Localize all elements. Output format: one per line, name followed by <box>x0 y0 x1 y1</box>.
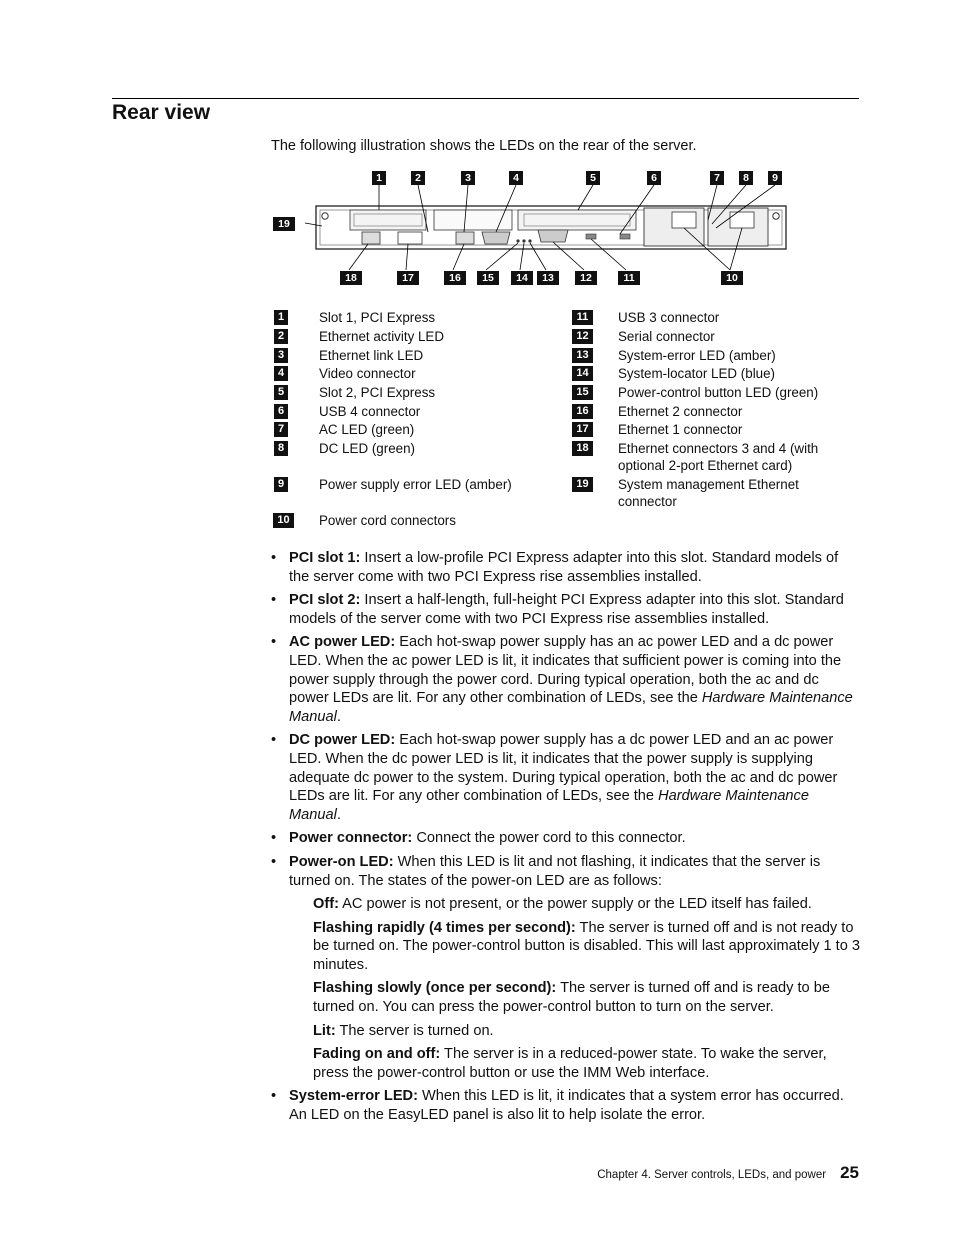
bullet-power-connector <box>270 829 862 848</box>
bullet-label: DC power LED: <box>289 732 396 749</box>
legend-text: USB 3 connector <box>618 310 720 325</box>
state-label: Flashing slowly (once per second): <box>313 980 557 997</box>
page-number: 25 <box>840 1163 859 1182</box>
state-label: Off: <box>313 896 339 913</box>
bullet-label: Power connector: <box>289 830 413 847</box>
callout-17: 17 <box>397 271 419 285</box>
legend-number: 3 <box>274 348 288 363</box>
legend-text: AC LED (green) <box>319 422 415 437</box>
legend-number: 11 <box>572 310 593 325</box>
legend-number: 13 <box>572 348 593 363</box>
bullet-pci-slot-1 <box>270 549 862 586</box>
bullet-label: System-error LED: <box>289 1088 418 1105</box>
legend-number: 19 <box>572 477 593 492</box>
section-heading: Rear view <box>112 101 211 124</box>
callout-1: 1 <box>372 171 386 185</box>
bullet-label: Power-on LED: <box>289 853 394 870</box>
heading-rule <box>112 98 859 99</box>
legend-number: 9 <box>274 477 288 492</box>
legend-number: 5 <box>274 385 288 400</box>
callout-19: 19 <box>273 217 295 231</box>
callout-14: 14 <box>511 271 533 285</box>
legend-text: System-locator LED (blue) <box>618 366 776 381</box>
bullet-label: AC power LED: <box>289 634 396 651</box>
state-label: Lit: <box>313 1022 336 1039</box>
state-text: The server is turned on. <box>335 1022 494 1039</box>
callout-16: 16 <box>444 271 466 285</box>
manual-reference: Hardware Maintenance Manual <box>289 788 809 823</box>
bullet-text: Connect the power cord to this connector. <box>412 830 686 847</box>
callout-11: 11 <box>618 271 640 285</box>
legend-text: Ethernet activity LED <box>319 329 445 344</box>
state-off <box>270 895 862 914</box>
bullet-dc-power-led <box>270 731 862 824</box>
bullet-tail: . <box>336 708 341 725</box>
legend-number: 2 <box>274 329 288 344</box>
manual-reference: Hardware Maintenance Manual <box>289 690 853 725</box>
bullet-ac-power-led <box>270 633 862 726</box>
legend-text: USB 4 connector <box>319 404 421 419</box>
callout-10: 10 <box>721 271 743 285</box>
callout-8: 8 <box>739 171 753 185</box>
state-fading <box>270 1045 862 1082</box>
server-rear-illustration <box>268 166 798 290</box>
bullet-power-on-led <box>270 853 862 890</box>
state-text: The server is turned off and is ready to be turned on. You can press the power-control button to turn on the server. <box>313 980 830 1016</box>
legend-number: 6 <box>274 404 288 419</box>
state-lit <box>270 1022 862 1041</box>
legend-number: 16 <box>572 404 593 419</box>
legend-text: Power-control button LED (green) <box>618 385 819 400</box>
legend-number: 14 <box>572 366 593 381</box>
bullet-label: PCI slot 2: <box>289 592 361 609</box>
callout-4: 4 <box>509 171 523 185</box>
legend-number: 4 <box>274 366 288 381</box>
legend-text: Ethernet connectors 3 and 4 (with optional 2-port Ethernet card) <box>618 441 819 473</box>
state-text: AC power is not present, or the power supply or the LED itself has failed. <box>338 896 812 913</box>
callout-13: 13 <box>537 271 559 285</box>
bullet-pci-slot-2 <box>270 591 862 628</box>
led-descriptions <box>270 549 862 1130</box>
legend-number: 12 <box>572 329 593 344</box>
bullet-tail: . <box>336 806 341 823</box>
bullet-text: Insert a low-profile PCI Express adapter into this slot. Standard models of the server come with two PCI Express rise assemblies installed. <box>289 550 839 585</box>
legend-number: 8 <box>274 441 288 456</box>
bullet-text: Each hot-swap power supply has a dc power LED and an ac power LED. When the dc power LED is lit, it indicates that the power supply is supplying adequate dc power to the system. During typical operation, both the ac and dc power LEDs are lit. For any other combination of LEDs, see the <box>289 732 838 805</box>
bullet-text: When this LED is lit, it indicates that a system error has occurred. An LED on the EasyLED panel is also lit to help isolate the error. <box>289 1088 844 1124</box>
callout-5: 5 <box>586 171 600 185</box>
callout-6: 6 <box>647 171 661 185</box>
bullet-label: PCI slot 1: <box>289 550 361 566</box>
state-text: The server is turned off and is not ready to be turned on. The power-control button is disabled. This will last approximately 1 to 3 minutes. <box>313 919 861 973</box>
callout-9: 9 <box>768 171 782 185</box>
legend-text: DC LED (green) <box>319 441 415 456</box>
legend-text: Slot 2, PCI Express <box>319 385 436 400</box>
legend-number: 17 <box>572 422 593 437</box>
callout-15: 15 <box>477 271 499 285</box>
state-label: Fading on and off: <box>313 1046 441 1063</box>
legend-text: Serial connector <box>618 329 715 344</box>
callout-2: 2 <box>411 171 425 185</box>
callout-12: 12 <box>575 271 597 285</box>
legend-number: 10 <box>273 513 294 528</box>
intro-paragraph: The following illustration shows the LEDs on the rear of the server. <box>271 138 697 154</box>
callout-3: 3 <box>461 171 475 185</box>
bullet-text: Each hot-swap power supply has an ac power LED and a dc power LED. When the ac power LED is lit, it indicates that sufficient power is coming into the power supply through the power cord. During typical operation, both the ac and dc power LEDs are lit. For any other combination of LEDs, see the <box>289 634 842 707</box>
legend-number: 7 <box>274 422 288 437</box>
callout-7: 7 <box>710 171 724 185</box>
legend-text: Slot 1, PCI Express <box>319 310 436 325</box>
legend-text: Power cord connectors <box>319 513 456 528</box>
legend-number: 15 <box>572 385 593 400</box>
legend-text: Ethernet 2 connector <box>618 404 743 419</box>
legend-number: 18 <box>572 441 593 456</box>
legend-text: Power supply error LED (amber) <box>319 477 512 492</box>
state-label: Flashing rapidly (4 times per second): <box>313 919 576 936</box>
legend-text: System-error LED (amber) <box>618 348 776 363</box>
legend-text: System management Ethernet connector <box>618 477 799 509</box>
chapter-title: Chapter 4. Server controls, LEDs, and power <box>597 1169 827 1181</box>
callout-18: 18 <box>340 271 362 285</box>
bullet-text: Insert a half-length, full-height PCI Express adapter into this slot. Standard models of the server come with two PCI Express rise assemblies installed. <box>289 592 844 627</box>
state-flashing-rapidly <box>270 919 862 975</box>
state-text: The server is in a reduced-power state. To wake the server, press the power-control button or use the IMM Web interface. <box>313 1046 827 1081</box>
state-flashing-slowly <box>270 979 862 1016</box>
bullet-text: When this LED is lit and not flashing, it indicates that the server is turned on. The states of the power-on LED are as follows: <box>289 853 821 889</box>
legend-text: Ethernet link LED <box>319 348 424 363</box>
legend-text: Ethernet 1 connector <box>618 422 743 437</box>
legend-number: 1 <box>274 310 288 325</box>
legend-text: Video connector <box>319 366 416 381</box>
bullet-system-error-led <box>270 1087 862 1124</box>
page-footer <box>597 1163 859 1183</box>
